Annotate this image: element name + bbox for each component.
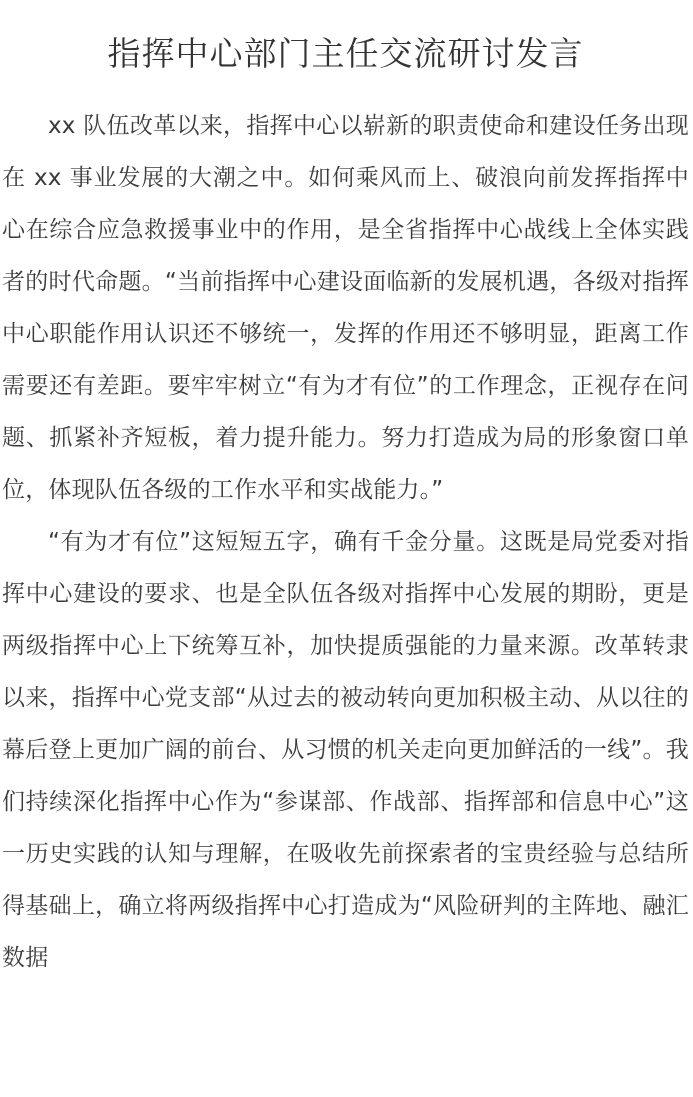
document-title: 指挥中心部门主任交流研讨发言 (107, 34, 584, 73)
document-body (2, 100, 689, 984)
paragraph-2: “有为才有位”这短短五字，确有千金分量。这既是局党委对指挥中心建设的要求、也是全队伍各级对指挥中心发展的期盼，更是两级指挥中心上下统筹互补，加快提质强能的力量来源。改革转隶以来，指挥中心党支部“从过去的被动转向更加积极主动、从以往的幕后登上更加广阔的前台、从习惯的机关走向更加鲜活的一线”。我们持续深化指挥中心作为“参谋部、作战部、指挥部和信息中心”这一历史实践的认知与理解，在吸收先前探索者的宝贵经验与总结所得基础上，确立将两级指挥中心打造成为“风险研判的主阵地、融汇数据 (2, 529, 689, 971)
paragraph-1: xx 队伍改革以来，指挥中心以崭新的职责使命和建设任务出现在 xx 事业发展的大潮之中。如何乘风而上、破浪向前发挥指挥中心在综合应急救援事业中的作用，是全省指挥中心战线上全体实践者的时代命题。“当前指挥中心建设面临新的发展机遇，各级对指挥中心职能作用认识还不够统一，发挥的作用还不够明显，距离工作需要还有差距。要牢牢树立“有为才有位”的工作理念，正视存在问题、抓紧补齐短板，着力提升能力。努力打造成为局的形象窗口单位，体现队伍各级的工作水平和实战能力。” (2, 113, 689, 503)
